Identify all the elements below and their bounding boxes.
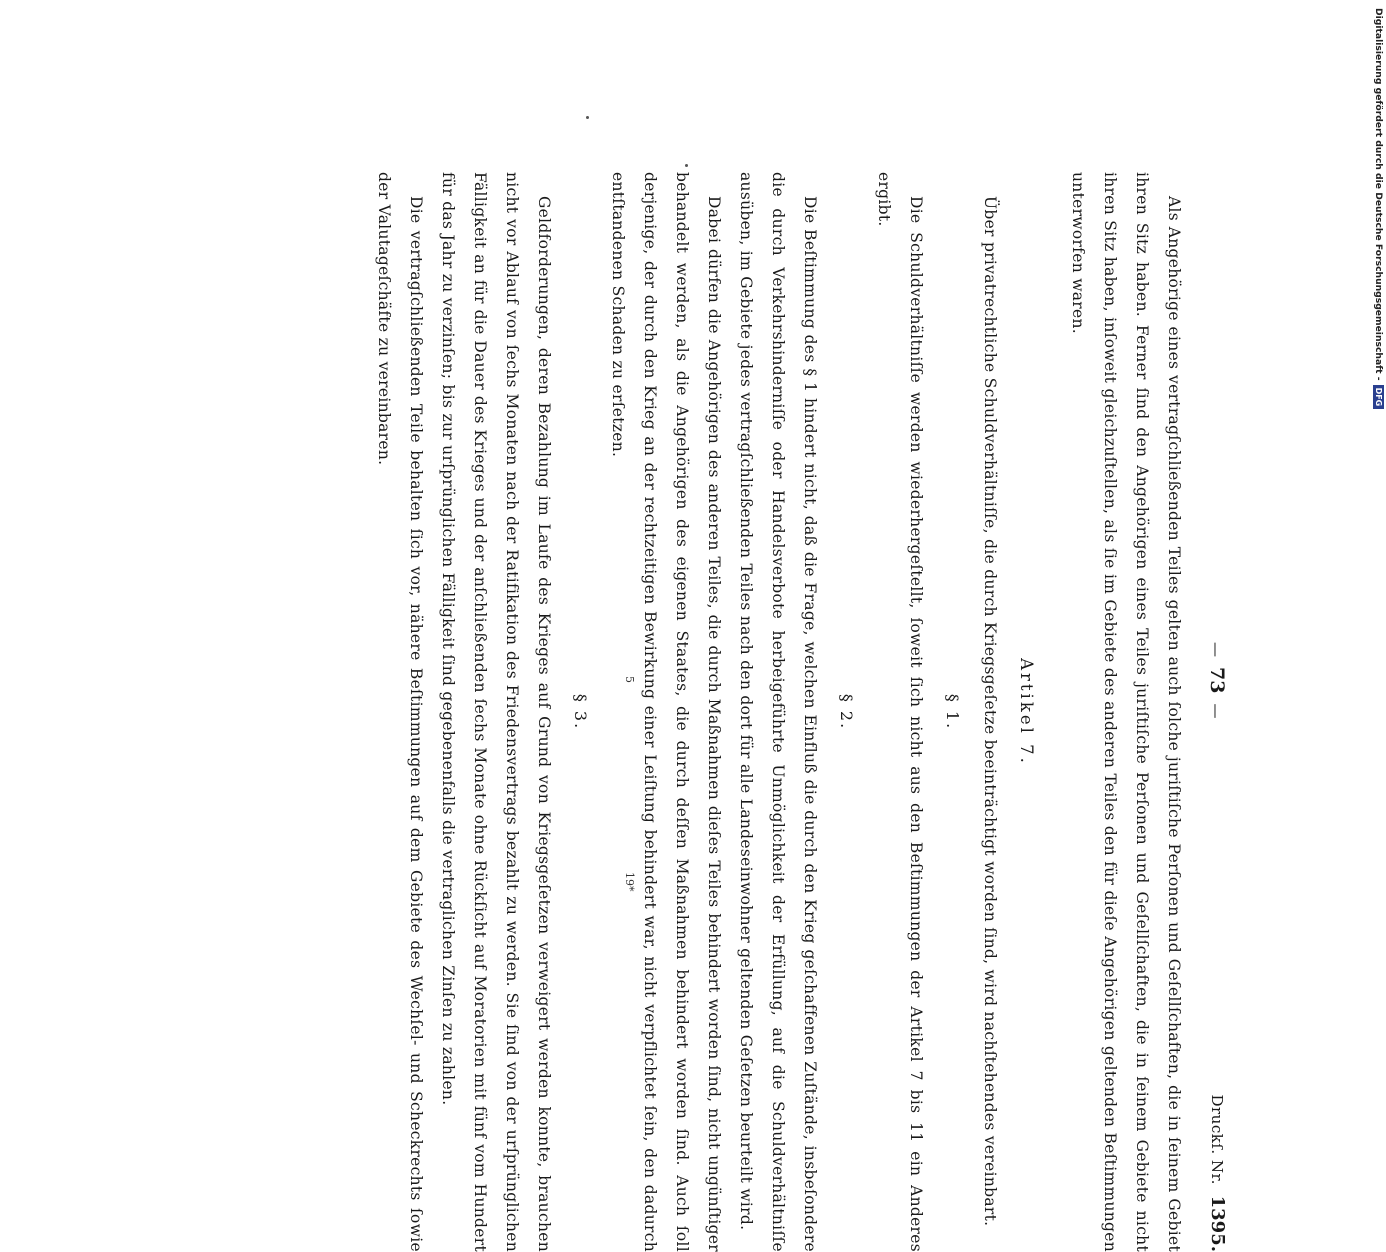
paragraph-legal-persons: Als Angehörige eines vertragſchließenden Teiles gelten auch ſolche juriſtiſche Perſonen und Geſellſchaften, die in ſeinem Gebiet ihren Sitz haben. Ferner ſind den Angehörigen eines Teiles juriſtiſche Perſonen und Geſellſchaften, die in ſeinem Gebiete nicht ihren Sitz haben, inſoweit gleichzuſtellen, als ſie im Gebiete des anderen Teiles den für dieſe Angehörigen geltenden Beſtimmungen unterworfen waren. [1069, 172, 1183, 1252]
section-heading-3: § 3. [571, 693, 590, 731]
section-heading-1: § 1. [943, 693, 962, 731]
footer-signature-mark: 19* [623, 872, 636, 892]
rotated-document-page [148, 172, 1228, 1252]
page-header [1198, 172, 1228, 1252]
paragraph-section-2b: Dabei dürfen die Angehörigen des anderen Teiles, die durch Maßnahmen dieſes Teiles behindert worden ſind, nicht ungünſtiger behandelt werden, als die Angehörigen des eigenen Staates, die durch deſſen Maßnahmen behindert worden ſind. Auch ſoll derjenige, der durch den Krieg an der rechtzeitigen Bewirkung einer Leiſtung behindert war, nicht verpflichtet ſein, den dadurch entſtandenen Schaden zu erſetzen. [609, 172, 723, 1252]
paragraph-section-1: Die Schuldverhältniſſe werden wiederhergeſtellt, ſoweit ſich nicht aus den Beſtimmungen der Artikel 7 bis 11 ein Anderes ergibt. [875, 172, 925, 1252]
article-heading: Artikel 7. [1017, 658, 1036, 766]
paragraph-section-2a: Die Beſtimmung des § 1 hindert nicht, daß die Frage, welchen Einfluß die durch den Krieg geſchaffenen Zuſtände, insbeſondere die durch Verkehrshinderniſſe oder Handelsverbote herbeigeführte Unmöglichkeit der Erfüllung, auf die Schuldverhältniſſe ausüben, im Gebiete jedes vertragſchließenden Teiles nach den dort für alle Landeseinwohner geltenden Geſetzen beurteilt wird. [737, 172, 819, 1252]
document-reference-label: Druckſ. Nr. [1208, 1094, 1226, 1185]
header-dash-right: — [1207, 703, 1225, 719]
document-reference [1207, 1094, 1228, 1252]
page-number: 73 [1206, 667, 1228, 694]
scan-speck [586, 116, 589, 119]
page-body [368, 172, 1190, 1252]
section-heading-2: § 2. [837, 693, 856, 731]
header-dash-left: — [1207, 642, 1225, 657]
paragraph-article-intro: Über privatrechtliche Schuldverhältniſſe, die durch Kriegsgeſetze beeinträchtigt worden ſind, wird nachſtehendes vereinbart. [981, 196, 999, 1227]
document-reference-number: 1395. [1207, 1195, 1228, 1252]
digitization-notice [1372, 8, 1386, 407]
dfg-logo-badge: DFG [1374, 385, 1385, 410]
paragraph-section-3b: Die vertragſchließenden Teile behalten ſich vor, nähere Beſtimmungen auf dem Gebiete des Wechſel- und Scheckrechts ſowie der Valutageſchäfte zu vereinbaren. [375, 172, 425, 1252]
scan-speck [685, 164, 688, 167]
digitization-notice-text: Digitalisierung gefördert durch die Deutsche Forschungsgemeinschaft - [1373, 8, 1385, 381]
footer-sheet-number: 5 [623, 676, 636, 683]
paragraph-section-3a: Geldforderungen, deren Bezahlung im Laufe des Krieges auf Grund von Kriegsgeſetzen verweigert werden konnte, brauchen nicht vor Ablauf von ſechs Monaten nach der Ratifikation des Friedensvertrags bezahlt zu werden. Sie ſind von der urſprünglichen Fälligkeit an für die Dauer des Krieges und der anſchließenden ſechs Monate ohne Rückſicht auf Moratorien mit fünf vom Hundert für das Jahr zu verzinſen; bis zur urſprünglichen Fälligkeit ſind gegebenenfalls die vertraglichen Zinſen zu zahlen. [439, 172, 553, 1252]
